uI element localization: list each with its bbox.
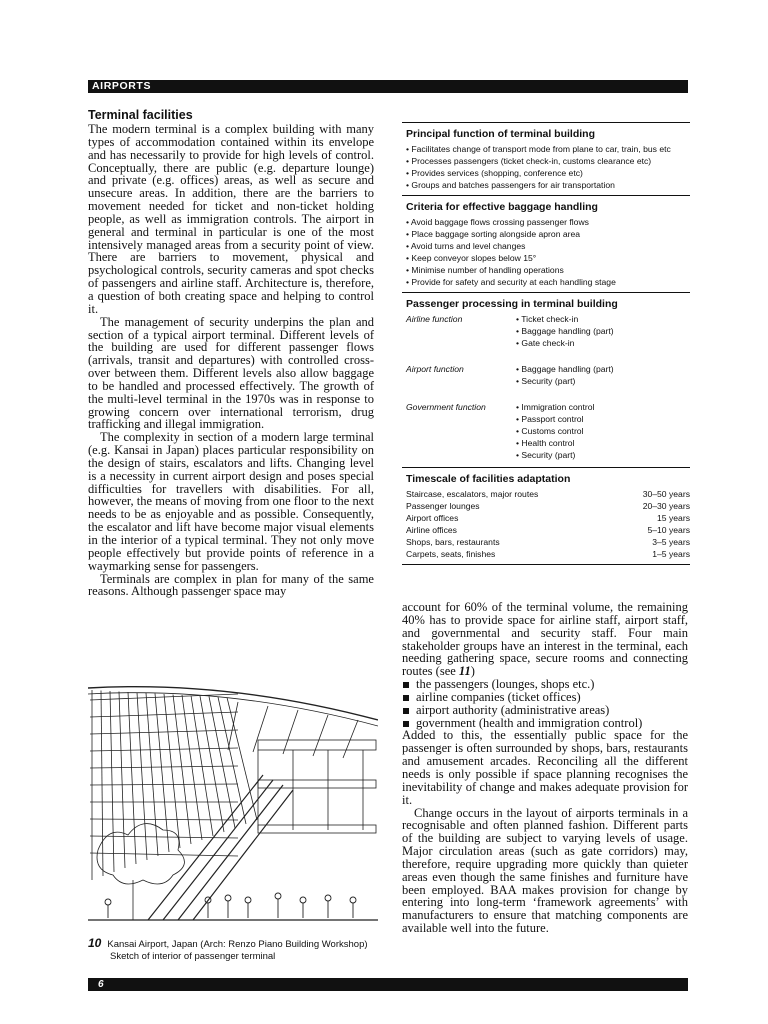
list-item: • Processes passengers (ticket check-in, customs clearance etc): [406, 155, 690, 167]
timescale-years: 30–50 years: [642, 489, 690, 499]
timescale-years: 5–10 years: [647, 525, 690, 535]
timescale-item: Passenger lounges: [406, 501, 480, 511]
processing-group: [406, 363, 690, 387]
list-item: airport authority (administrative areas): [402, 704, 688, 717]
right-column-boxes: [402, 122, 690, 565]
list-item: • Keep conveyor slopes below 15°: [406, 252, 690, 264]
function-label: Airport function: [406, 364, 464, 374]
table-row: [406, 500, 690, 512]
list-item: • Avoid turns and level changes: [406, 240, 690, 252]
list-item: • Place baggage sorting alongside apron area: [406, 228, 690, 240]
list-item: • Minimise number of handling operations: [406, 264, 690, 276]
right-paragraph-1-end: ): [470, 664, 475, 679]
passenger-processing-box: [402, 292, 690, 461]
list-item: • Baggage handling (part): [516, 325, 614, 337]
terminal-sketch-illustration: [88, 680, 378, 930]
list-item: • Immigration control: [516, 401, 594, 413]
table-row: [406, 524, 690, 536]
timescale-years: 1–5 years: [652, 549, 690, 559]
timescale-item: Shops, bars, restaurants: [406, 537, 500, 547]
list-item: • Health control: [516, 437, 594, 449]
figure-number: 10: [88, 936, 102, 950]
list-item: • Security (part): [516, 375, 614, 387]
header-bar: [88, 80, 688, 93]
timescale-title: Timescale of facilities adaptation: [406, 473, 571, 485]
function-label: Government function: [406, 402, 486, 412]
list-item: the passengers (lounges, shops etc.): [402, 678, 688, 691]
timescale-item: Staircase, escalators, major routes: [406, 489, 539, 499]
table-row: [406, 536, 690, 548]
list-item: • Security (part): [516, 449, 594, 461]
table-row: [406, 548, 690, 560]
paragraph-2: The management of security underpins the plan and section of a typical airport terminal. Different levels of the building are used for different passenger flows (arrivals, transit and departures) with controlled cross-over between them. Different levels also allow baggage to be handled and processed effectively. The growth of the multi-level terminal in the 1970s was in response to growing concern over international terrorism, drug trafficking and illegal immigration.: [88, 314, 374, 432]
right-paragraph-1: [402, 601, 688, 678]
list-item: • Baggage handling (part): [516, 363, 614, 375]
table-row: [406, 488, 690, 500]
principal-function-box: [402, 122, 690, 191]
timescale-years: 3–5 years: [652, 537, 690, 547]
list-item: • Provide for safety and security at each handling stage: [406, 276, 690, 288]
list-item: • Provides services (shopping, conference etc): [406, 167, 690, 179]
left-column: [88, 108, 374, 598]
paragraph-1: The modern terminal is a complex building with many types of accommodation contained within its envelope and has necessarily to provide for high levels of control. Conceptually, there are public (e.g. departure lounge) and private (e.g. offices) areas, as well as secure and unsecure areas. In addition, there are the barriers to movement needed for ticket and non-ticket holding people, as well as immigration controls. The airport in general and terminal in particular is one of the most intensively managed areas from a security point of view. There are barriers to movement, physical and psychological controls, security cameras and spot checks of passengers and airline staff. Architecture is, therefore, a question of both creating space and helping to control it.: [88, 122, 374, 316]
section-title: Terminal facilities: [88, 108, 193, 122]
list-item: • Customs control: [516, 425, 594, 437]
caption-line-1: Kansai Airport, Japan (Arch: Renzo Piano Building Workshop): [107, 939, 368, 950]
timescale-box: [402, 467, 690, 565]
timescale-item: Airline offices: [406, 525, 457, 535]
list-item: • Gate check-in: [516, 337, 614, 349]
list-item: • Ticket check-in: [516, 313, 614, 325]
list-item: • Groups and batches passengers for air transportation: [406, 179, 690, 191]
timescale-item: Carpets, seats, finishes: [406, 549, 496, 559]
right-paragraph-3: Change occurs in the layout of airports terminals in a recognisable and often planned fashion. Different parts of the building are subject to varying levels of usage. Major circulation areas (such as gate corridors) may, therefore, require upgrading more quickly than quieter areas even though the same finishes and furniture have been employed. BAA makes provision for change by entering into long-term ‘framework agreements’ with manufacturers to ensure that matching components are available well into the future.: [402, 805, 688, 936]
timescale-item: Airport offices: [406, 513, 459, 523]
footer-bar: [88, 978, 688, 991]
passenger-processing-title: Passenger processing in terminal building: [406, 298, 618, 310]
paragraph-4: Terminals are complex in plan for many of the same reasons. Although passenger space may: [88, 571, 374, 599]
function-label: Airline function: [406, 314, 463, 324]
table-row: [406, 512, 690, 524]
list-item: airline companies (ticket offices): [402, 691, 688, 704]
caption-line-2: Sketch of interior of passenger terminal: [110, 951, 276, 962]
terminal-sketch-figure: [88, 680, 378, 930]
right-paragraph-1-text: account for 60% of the terminal volume, the remaining 40% has to provide space for airline staff, airport staff, and governmental and security staff. Four main stakeholder groups have an interest in the terminal, each needing gathering space, secure rooms and connecting routes (see: [402, 600, 688, 679]
stakeholder-list: [402, 678, 688, 729]
baggage-criteria-title: Criteria for effective baggage handling: [406, 201, 598, 213]
processing-group: [406, 401, 690, 461]
list-item: • Avoid baggage flows crossing passenger flows: [406, 216, 690, 228]
list-item: • Facilitates change of transport mode from plane to car, train, bus etc: [406, 143, 690, 155]
right-column-text: [402, 601, 688, 935]
timescale-years: 15 years: [657, 513, 690, 523]
section-header: AIRPORTS: [92, 80, 152, 92]
baggage-criteria-box: [402, 195, 690, 288]
principal-function-title: Principal function of terminal building: [406, 128, 595, 140]
figure-reference: 11: [458, 664, 471, 679]
right-paragraph-2: Added to this, the essentially public space for the passenger is often surrounded by shops, bars, restaurants and amusement arcades. Reconciling all the different needs is only possible if space planning recognises the inevitability of change and makes adequate provision for it.: [402, 728, 688, 807]
list-item: government (health and immigration control): [402, 717, 688, 730]
timescale-years: 20–30 years: [642, 501, 690, 511]
processing-group: [406, 313, 690, 349]
paragraph-3: The complexity in section of a modern large terminal (e.g. Kansai in Japan) places particular responsibility on the design of stairs, escalators and lifts. Changing level is a necessity in current airport design and poses special difficulties for travellers with disabilities. For all, however, the means of moving from one floor to the next needs to be as enjoyable and as possible. Consequently, the escalator and lift have become major visual elements in the interior of a typical terminal. They not only move people effectively but provide points of reference in a waymarking sense for passengers.: [88, 430, 374, 573]
list-item: • Passport control: [516, 413, 594, 425]
figure-caption: [88, 937, 388, 963]
page-number: 6: [98, 979, 104, 990]
